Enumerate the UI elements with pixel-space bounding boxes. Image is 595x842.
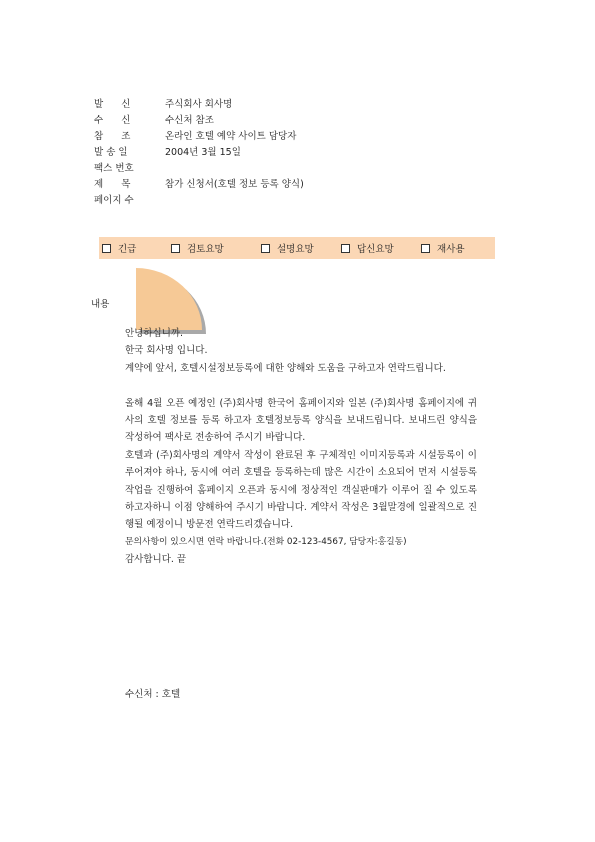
priority-reuse[interactable] bbox=[421, 241, 465, 255]
header-row-receiver bbox=[94, 113, 304, 129]
header-label: 제 목 bbox=[94, 179, 131, 190]
header-row-send-date bbox=[94, 145, 304, 161]
checkbox-icon[interactable] bbox=[341, 244, 350, 253]
paragraph-3: 호텔과 (주)회사명의 계약서 작성이 완료된 후 구체적인 이미지등록과 시설등록이 이루어져야 하나, 동시에 여러 호텔을 등록하는데 많은 시간이 소요되어 먼저 시설등록 작업을 진행하여 홈페이지 오픈과 동시에 정상적인 객실판매가 이루어 질 수 있도록 하고자하니 이점 양해하여 주시기 바랍니다. 계약서 작성은 3월말경에 일괄적으로 진행될 예정이니 방문전 연락드리겠습니다. bbox=[125, 449, 477, 531]
checkbox-icon[interactable] bbox=[171, 244, 180, 253]
checkbox-icon[interactable] bbox=[261, 244, 270, 253]
priority-label: 긴급 bbox=[118, 244, 137, 255]
priority-bar bbox=[99, 237, 495, 259]
content-label: 내용 bbox=[91, 299, 110, 310]
priority-explain[interactable] bbox=[261, 241, 314, 255]
paragraph-2: 올해 4월 오픈 예정인 (주)회사명 한국어 홈페이지와 일본 (주)회사명 홈페이지에 귀사의 호텔 정보를 등록 하고자 호텔정보등록 양식을 보내드립니다. 보내드린 양식을 작성하여 팩사로 전송하여 주시기 바랍니다. bbox=[125, 397, 477, 444]
header-label: 발 신 bbox=[94, 99, 131, 110]
header-label: 페이지 수 bbox=[94, 195, 134, 206]
header-value: 수신처 참조 bbox=[165, 115, 214, 126]
priority-label: 설명요망 bbox=[277, 244, 314, 255]
letter-body bbox=[125, 325, 477, 569]
closing: 감사합니다. 끝 bbox=[125, 554, 187, 566]
priority-review[interactable] bbox=[171, 241, 224, 255]
header-label: 수 신 bbox=[94, 115, 131, 126]
checkbox-icon[interactable] bbox=[102, 244, 111, 253]
paragraph-1: 계약에 앞서, 호텔시설정보등록에 대한 양해와 도움을 구하고자 연락드립니다. bbox=[125, 362, 446, 374]
priority-reply[interactable] bbox=[341, 241, 394, 255]
greeting: 안녕하십니까. bbox=[125, 328, 184, 339]
header-value: 참가 신청서(호텔 정보 등록 양식) bbox=[165, 179, 304, 190]
priority-label: 검토요망 bbox=[187, 244, 224, 255]
header-row-sender bbox=[94, 97, 304, 113]
recipient-line: 수신처 : 호텔 bbox=[125, 689, 181, 700]
contact-line: 문의사항이 있으시면 연락 바랍니다.(전화 02-123-4567, 담당자:홍길동) bbox=[125, 536, 407, 547]
header-row-fax-number bbox=[94, 161, 304, 177]
header-label: 팩스 번호 bbox=[94, 163, 134, 174]
header-value: 온라인 호텔 예약 사이트 담당자 bbox=[165, 131, 297, 142]
intro-line: 한국 회사명 입니다. bbox=[125, 345, 208, 357]
fax-header bbox=[94, 97, 304, 209]
header-value: 2004년 3월 15일 bbox=[165, 147, 241, 158]
header-row-subject bbox=[94, 177, 304, 193]
header-row-page-count bbox=[94, 193, 304, 209]
header-label: 참 조 bbox=[94, 131, 131, 142]
header-value: 주식회사 회사명 bbox=[165, 99, 233, 110]
header-row-reference bbox=[94, 129, 304, 145]
priority-label: 재사용 bbox=[437, 244, 465, 255]
checkbox-icon[interactable] bbox=[421, 244, 430, 253]
priority-label: 답신요망 bbox=[357, 244, 394, 255]
priority-urgent[interactable] bbox=[102, 241, 136, 255]
header-label: 발 송 일 bbox=[94, 147, 128, 158]
